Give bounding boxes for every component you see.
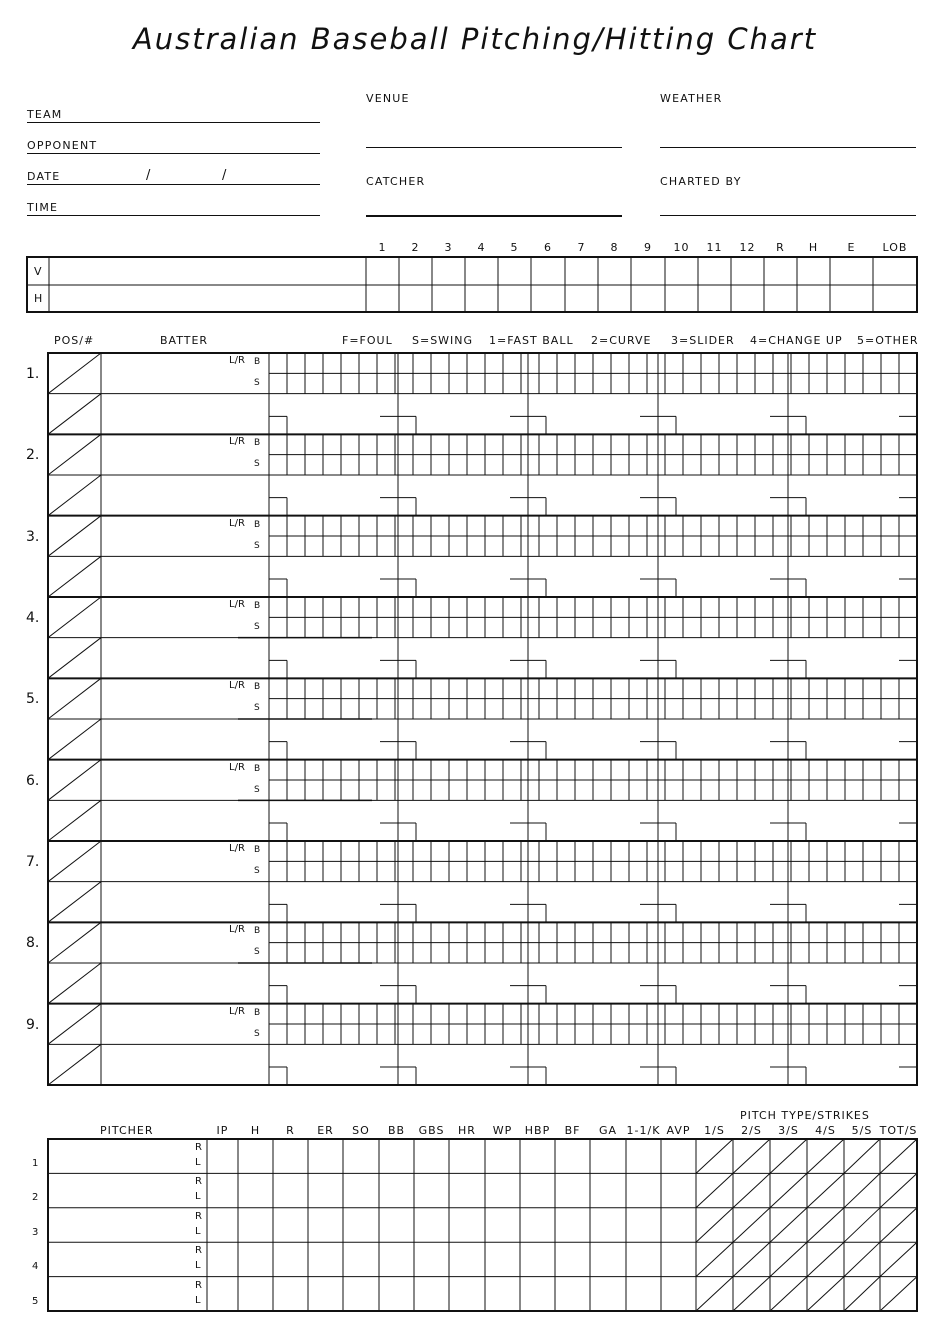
- strike-diagonal: [807, 1242, 844, 1276]
- batter-number: 7.: [26, 854, 40, 870]
- batter-number: 3.: [26, 528, 40, 545]
- pitching-column-header: SO: [352, 1124, 370, 1137]
- strike-diagonal: [696, 1173, 733, 1207]
- strikes-label: S: [254, 703, 260, 714]
- balls-label: B: [254, 845, 261, 855]
- balls-label: B: [254, 438, 261, 449]
- date-separator: /: [146, 168, 151, 183]
- pitcher-header: PITCHER: [100, 1124, 154, 1137]
- left-hand-label: L: [195, 1294, 201, 1306]
- pitching-column-header: IP: [216, 1124, 229, 1137]
- pitching-column-header: BF: [564, 1124, 581, 1137]
- scoreboard-column-header: LOB: [882, 241, 908, 254]
- page-title: Australian Baseball Pitching/Hitting Chart: [132, 22, 818, 56]
- pitching-column-header: H: [250, 1124, 261, 1137]
- strike-diagonal: [844, 1277, 880, 1311]
- lr-label: L/R: [229, 436, 245, 448]
- scoreboard-column-header: 5: [510, 241, 519, 254]
- opponent-label: OPPONENT: [27, 139, 98, 152]
- strike-column-header: 3/S: [778, 1124, 799, 1137]
- pitching-column-header: HR: [458, 1124, 476, 1137]
- balls-label: B: [254, 519, 261, 530]
- right-hand-label: R: [195, 1279, 202, 1291]
- pitching-column-header: GBS: [418, 1124, 445, 1137]
- strikes-label: S: [254, 622, 260, 632]
- scoreboard-column-header: 9: [644, 241, 652, 254]
- scoreboard-column-header: E: [847, 241, 856, 254]
- scoreboard-column-header: 6: [544, 241, 552, 254]
- strikes-label: S: [254, 866, 260, 876]
- strike-diagonal: [696, 1277, 733, 1311]
- batter-number: 4.: [26, 610, 40, 626]
- venue-label: VENUE: [366, 92, 410, 105]
- balls-label: B: [254, 682, 261, 693]
- strikes-label: S: [254, 540, 260, 551]
- balls-label: B: [254, 763, 261, 774]
- right-hand-label: R: [195, 1210, 202, 1222]
- lr-label: L/R: [229, 843, 245, 854]
- strike-column-header: 4/S: [815, 1124, 836, 1137]
- scoreboard-column-header: R: [776, 241, 785, 254]
- legend-change-up: 4=CHANGE UP: [750, 334, 843, 347]
- right-hand-label: R: [195, 1176, 202, 1188]
- balls-label: B: [254, 926, 261, 937]
- scoreboard-column-header: H: [808, 241, 819, 254]
- legend-swing: S=SWING: [412, 334, 474, 347]
- batter-number: 8.: [26, 935, 40, 952]
- strike-diagonal: [880, 1208, 917, 1242]
- catcher-label: CATCHER: [366, 175, 426, 188]
- strikes-label: S: [254, 459, 260, 470]
- lr-label: L/R: [229, 1005, 245, 1017]
- scoreboard-column-header: 4: [477, 241, 486, 254]
- strike-diagonal: [880, 1173, 917, 1207]
- lr-label: L/R: [229, 355, 245, 366]
- strike-diagonal: [844, 1139, 880, 1173]
- charted-by-label: CHARTED BY: [660, 175, 742, 188]
- strike-diagonal: [880, 1277, 917, 1311]
- lr-label: L/R: [229, 517, 245, 529]
- pitching-column-header: R: [286, 1124, 295, 1137]
- strike-diagonal: [733, 1139, 770, 1173]
- pitching-column-header: GA: [598, 1124, 618, 1137]
- left-hand-label: L: [195, 1157, 201, 1168]
- pitcher-row-number: 1: [32, 1158, 39, 1169]
- strike-diagonal: [733, 1173, 770, 1207]
- legend-foul: F=FOUL: [342, 334, 393, 347]
- lr-label: L/R: [229, 924, 245, 936]
- left-hand-label: L: [195, 1225, 201, 1237]
- legend-slider: 3=SLIDER: [671, 334, 735, 347]
- strike-diagonal: [880, 1139, 917, 1173]
- team-label: TEAM: [27, 108, 63, 121]
- scoreboard-column-header: 12: [739, 241, 756, 254]
- strike-diagonal: [770, 1242, 807, 1276]
- batter-number: 2.: [26, 447, 40, 464]
- legend-fast-ball: 1=FAST BALL: [489, 334, 574, 347]
- pitching-column-header: AVP: [666, 1124, 691, 1137]
- pitching-column-header: WP: [492, 1124, 513, 1137]
- scoreboard-column-header: 7: [577, 241, 586, 254]
- balls-label: B: [254, 357, 261, 367]
- strike-diagonal: [844, 1173, 880, 1207]
- strike-column-header: 1/S: [704, 1124, 725, 1137]
- pitching-column-header: HBP: [524, 1124, 551, 1137]
- strike-diagonal: [696, 1208, 733, 1242]
- strike-column-header: 5/S: [851, 1124, 873, 1137]
- strike-diagonal: [807, 1139, 844, 1173]
- pos-header: POS/#: [54, 334, 95, 347]
- pitching-column-header: 1-1/K: [626, 1124, 661, 1137]
- strike-diagonal: [807, 1173, 844, 1207]
- batter-number: 6.: [26, 772, 40, 789]
- batter-header: BATTER: [160, 334, 209, 347]
- strike-column-header: TOT/S: [879, 1124, 918, 1137]
- scoreboard-column-header: 2: [411, 241, 420, 254]
- batter-number: 5.: [26, 691, 40, 708]
- strikes-label: S: [254, 1028, 260, 1039]
- strike-diagonal: [844, 1208, 880, 1242]
- scoreboard-column-header: 11: [706, 241, 723, 254]
- strike-diagonal: [696, 1139, 733, 1173]
- weather-label: WEATHER: [660, 92, 723, 105]
- pitcher-row-number: 3: [32, 1226, 39, 1238]
- balls-label: B: [254, 1007, 261, 1018]
- scoreboard-column-header: 1: [378, 241, 387, 254]
- pitching-column-header: ER: [317, 1124, 334, 1137]
- scoreboard-column-header: 10: [673, 241, 690, 254]
- scoreboard-column-header: 8: [610, 241, 619, 254]
- strike-diagonal: [807, 1208, 844, 1242]
- time-label: TIME: [27, 201, 59, 214]
- right-hand-label: R: [195, 1142, 202, 1153]
- strike-diagonal: [770, 1139, 807, 1173]
- lr-label: L/R: [229, 680, 245, 692]
- pitcher-row-number: 4: [32, 1261, 39, 1273]
- strike-diagonal: [770, 1208, 807, 1242]
- pitching-frame: [48, 1139, 917, 1311]
- strike-diagonal: [733, 1242, 770, 1276]
- home-row-label: H: [34, 292, 44, 305]
- date-label: DATE: [27, 170, 61, 183]
- strike-diagonal: [770, 1173, 807, 1207]
- batter-number: 1.: [26, 366, 40, 382]
- strikes-label: S: [254, 947, 260, 958]
- strike-diagonal: [733, 1208, 770, 1242]
- strike-diagonal: [807, 1277, 844, 1311]
- visitor-row-label: V: [34, 265, 43, 278]
- balls-label: B: [254, 601, 261, 611]
- strikes-label: S: [254, 378, 260, 388]
- legend-other: 5=OTHER: [857, 334, 919, 347]
- strike-diagonal: [770, 1277, 807, 1311]
- batter-number: 9.: [26, 1016, 40, 1033]
- strike-diagonal: [696, 1242, 733, 1276]
- legend-curve: 2=CURVE: [591, 334, 652, 347]
- pitching-column-header: BB: [387, 1124, 406, 1137]
- strikes-label: S: [254, 784, 260, 795]
- pitcher-row-number: 5: [32, 1295, 39, 1307]
- lr-label: L/R: [229, 599, 245, 610]
- pitcher-row-number: 2: [32, 1192, 39, 1204]
- left-hand-label: L: [195, 1191, 201, 1203]
- strike-column-header: 2/S: [741, 1124, 762, 1137]
- scoreboard-column-header: 3: [444, 241, 453, 254]
- left-hand-label: L: [195, 1260, 201, 1272]
- right-hand-label: R: [195, 1245, 202, 1257]
- date-separator: /: [222, 168, 227, 183]
- strike-diagonal: [880, 1242, 917, 1276]
- lr-label: L/R: [229, 761, 245, 773]
- strike-diagonal: [733, 1277, 770, 1311]
- pitch-type-strikes-header: PITCH TYPE/STRIKES: [740, 1109, 870, 1122]
- strike-diagonal: [844, 1242, 880, 1276]
